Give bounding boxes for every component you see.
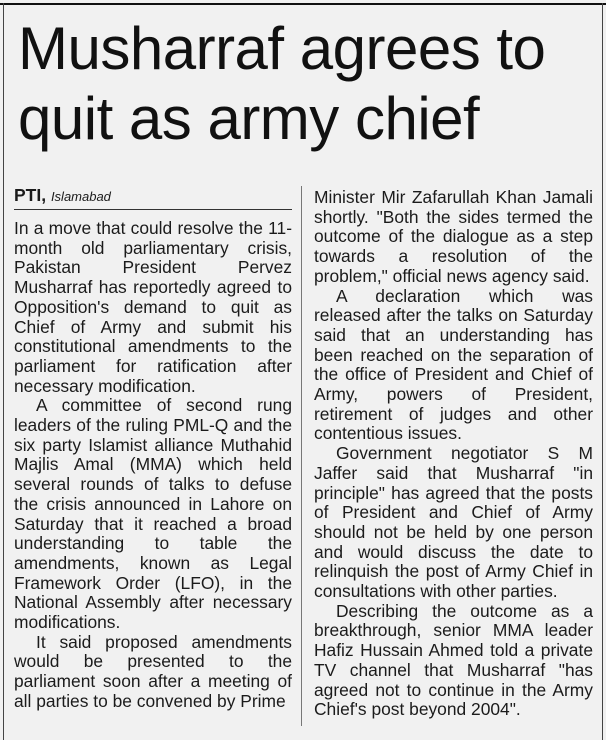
paragraph: A committee of second rung leaders of the ruling PML-Q and the six party Islamist alliance Muthahid Majlis Amal (MMA) which held several rounds of talks to defuse the crisis announced in Lahore on Saturday that it reached a broad understanding to table the amendments, known as Legal Framework Order (LFO), in the National Assembly after necessary modifications. (14, 395, 292, 633)
top-border-rule (0, 3, 606, 5)
dateline-place: Islamabad (50, 189, 111, 204)
paragraph: In a move that could resolve the 11-month old parliamentary crisis, Pakistan President Pervez Musharraf has reportedly agreed to Opposition's demand to quit as Chief of Army and submit his constitutional amendments to the parliament for ratification after necessary modification. (14, 218, 292, 396)
right-column (314, 188, 593, 720)
column-divider (301, 186, 302, 726)
paragraph: It said proposed amendments would be presented to the parliament soon after a meeting of all parties to be convened by Prime (14, 631, 292, 711)
paragraph: A declaration which was released after the talks on Saturday said that an understanding has been reached on the separation of the office of President and Chief of Army, powers of President, retirement of judges and other contentious issues. (314, 285, 593, 444)
left-column (14, 186, 292, 712)
paragraph: Minister Mir Zafarullah Khan Jamali shortly. "Both the sides termed the outcome of the dialogue as a step towards a resolution of the problem," official news agency said. (314, 187, 593, 286)
paragraph: Government negotiator S M Jaffer said that Musharraf "in principle" has agreed that the posts of President and Chief of Army should not be held by one person and would discuss the date to relinquish the post of Army Chief in consultations with other parties. (314, 443, 593, 602)
right-border-rule (602, 3, 603, 740)
headline: Musharraf agrees to quit as army chief (18, 15, 546, 152)
paragraph: Describing the outcome as a breakthrough, senior MMA leader Hafiz Hussain Ahmed told a private TV channel that Musharraf "has agreed not to continue in the Army Chief's post beyond 2004". (314, 600, 593, 720)
left-border-rule (3, 3, 4, 740)
dateline-agency: PTI, (14, 185, 47, 205)
dateline (14, 186, 292, 210)
